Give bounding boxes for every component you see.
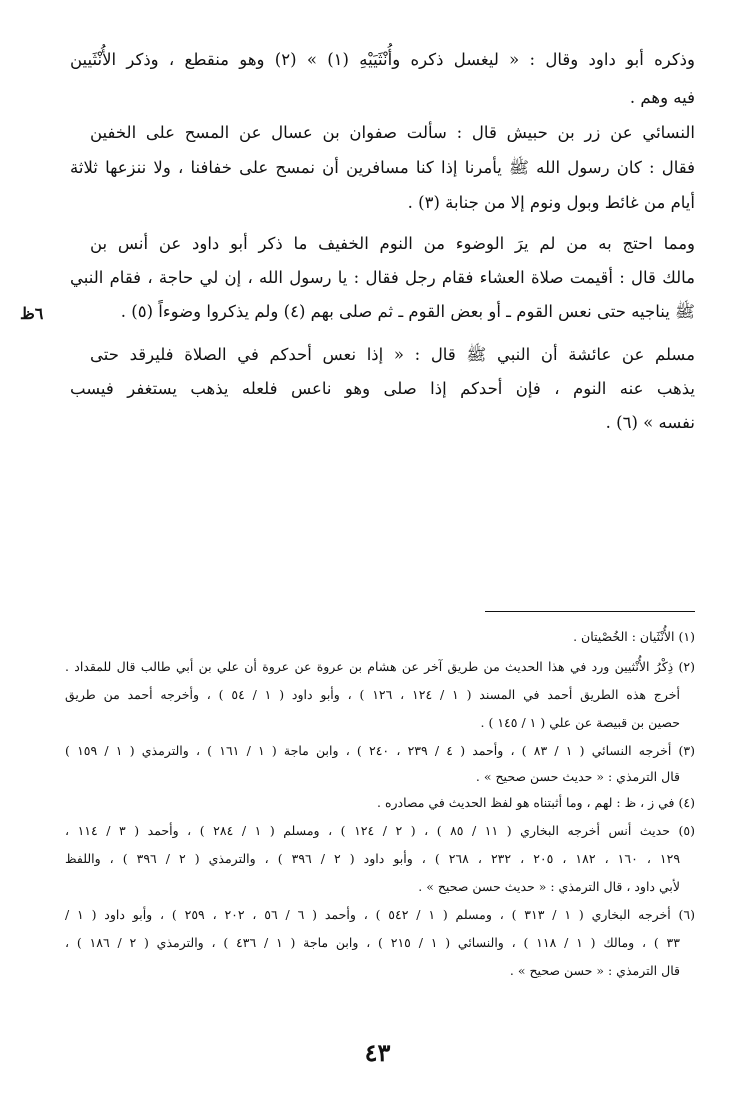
footnote-line: (١) الأُنْثَيان : الخُصْيتان . xyxy=(573,629,695,644)
body-line: مالك قال : أقيمت صلاة العشاء فقام رجل فقال : يا رسول الله ، إن لي حاجة ، فقام النبي xyxy=(70,268,695,287)
footnote-line: (٢) ذِكْرُ الأُنْثيين ورد في هذا الحديث من طريق آخر عن هشام بن عروة عن عروة أن علي بن أبي طالب قال للمقداد . xyxy=(65,659,695,674)
body-line: فيه وهم . xyxy=(629,88,695,107)
footnote-line: (٦) أخرجه البخاري ( ١ / ٣١٣ ) ، ومسلم ( ١ / ٥٤٢ ) ، وأحمد ( ٦ / ٥٦ ، ٢٠٢ ، ٢٥٩ ) ، وأبو داود ( ١ / xyxy=(65,907,695,922)
body-line: أيام من غائط وبول ونوم إلا من جنابة (٣) . xyxy=(407,193,695,212)
footnote-line: (٤) في ز ، ظ : لهم ، وما أثبتناه هو لفظ الحديث في مصادره . xyxy=(377,795,695,810)
body-line: مسلم عن عائشة أن النبي ﷺ قال : « إذا نعس أحدكم في الصلاة فليرقد حتى xyxy=(90,345,695,364)
manuscript-folio-note: ٦ظ xyxy=(20,304,44,323)
body-line: ﷺ يناجيه حتى نعس القوم ـ أو بعض القوم ـ ثم صلى بهم (٤) ولم يذكروا وضوءاً (٥) . xyxy=(120,302,695,321)
footnote-separator xyxy=(485,611,695,612)
body-line: يذهب عنه النوم ، فإن أحدكم إذا صلى وهو ناعس فلعله يذهب يستغفر فيسب xyxy=(70,379,695,398)
body-line: فقال : كان رسول الله ﷺ يأمرنا إذا كنا مسافرين أن نمسح على خفافنا ، ولا ننزعها ثلاثة xyxy=(70,158,695,177)
footnote-line: (٣) أخرجه النسائي ( ١ / ٨٣ ) ، وأحمد ( ٤ / ٢٣٩ ، ٢٤٠ ) ، وابن ماجة ( ١ / ١٦١ ) ، والترمذي ( ١ / ١٥٩ ) xyxy=(65,743,695,758)
footnote-line: حصين بن قبيصة عن علي ( ١ / ١٤٥ ) . xyxy=(480,715,680,730)
footnote-line: لأبي داود ، قال الترمذي : « حديث حسن صحيح » . xyxy=(418,879,680,894)
body-line: ومما احتج به من لم يرَ الوضوء من النوم الخفيف ما ذكر أبو داود عن أنس بن xyxy=(90,234,695,253)
footnote-line: ١٢٩ ، ١٦٠ ، ١٨٢ ، ٢٠٥ ، ٢٣٢ ، ٢٦٨ ) ، وأبو داود ( ٢ / ٣٩٦ ) ، والترمذي ( ٢ / ٣٩٦ ) ، واللفظ xyxy=(65,851,681,866)
page-number: ٤٣ xyxy=(364,1038,391,1067)
footnote-line: قال الترمذي : « حسن صحيح » . xyxy=(509,963,680,978)
footnote-line: قال الترمذي : « حديث حسن صحيح » . xyxy=(475,769,680,784)
body-line: النسائي عن زر بن حبيش قال : سألت صفوان بن عسال عن المسح على الخفين xyxy=(90,123,695,142)
footnote-line: أخرج هذه الطريق أحمد في المسند ( ١ / ١٢٤ ، ١٢٦ ) ، وأبو داود ( ١ / ٥٤ ) ، وأخرجه أحمد من طريق xyxy=(65,687,680,702)
footnote-line: ٣٣ ) ، ومالك ( ١ / ١١٨ ) ، والنسائي ( ١ / ٢١٥ ) ، وابن ماجة ( ١ / ٤٣٦ ) ، والترمذي ( ٢ / ١٨٦ ) ، xyxy=(65,935,680,950)
footnote-line: (٥) حديث أنس أخرجه البخاري ( ١١ / ٨٥ ) ، ( ٢ / ١٢٤ ) ، ومسلم ( ١ / ٢٨٤ ) ، وأحمد ( ٣ / ١١٤ ، xyxy=(65,823,695,838)
body-line: وذكره أبو داود وقال : « ليغسل ذكره وأُنْثَيَيْهِ (١) » (٢) وهو منقطع ، وذكر الأُنْثَيين xyxy=(70,50,695,69)
body-line: نفسه » (٦) . xyxy=(605,413,695,432)
